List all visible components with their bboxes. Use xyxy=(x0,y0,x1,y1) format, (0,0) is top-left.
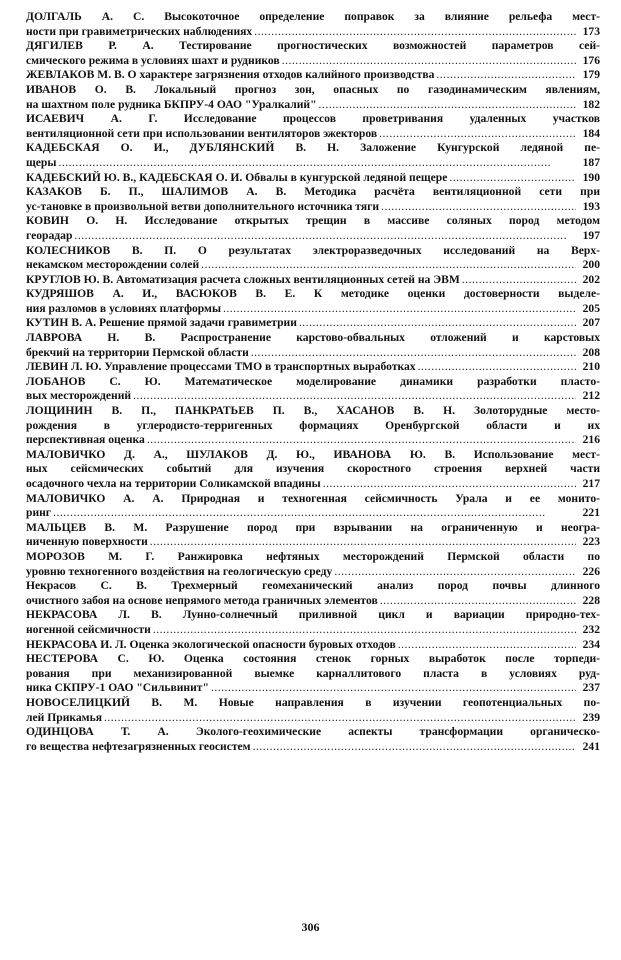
toc-entry xyxy=(26,375,600,404)
toc-page-number: 187 xyxy=(582,155,600,169)
toc-page-number: 239 xyxy=(582,710,600,724)
dot-leader xyxy=(282,54,576,69)
toc-page-number: 207 xyxy=(582,316,600,330)
toc-entry-line: ринг xyxy=(26,506,52,520)
toc-entry xyxy=(26,404,600,448)
toc-entry-line: МАЛОВИЧКО Д. А., ШУЛАКОВ Д. Ю., ИВАНОВА Ю. В. Использование мест- xyxy=(26,447,600,461)
dot-leader xyxy=(147,433,576,448)
toc-entry-line: МОРОЗОВ М. Г. Ранжировка нефтяных месторождений Пермской области по xyxy=(26,549,600,563)
toc-page-number: 200 xyxy=(582,258,600,272)
toc-entry-line: ус-тановке в произвольной ветви дополнительного источника тяги xyxy=(26,199,380,213)
toc-entry-last-line xyxy=(26,273,600,288)
toc-page-number: 221 xyxy=(582,506,600,520)
dot-leader xyxy=(398,638,576,653)
toc-entry-last-line xyxy=(26,740,600,755)
toc-entry-last-line xyxy=(26,565,600,580)
toc-page-number: 205 xyxy=(582,301,600,315)
toc-entry-line: НЕСТЕРОВА С. Ю. Оценка состояния стенок горных выработок после торпеди- xyxy=(26,652,600,666)
toc-page-number: 193 xyxy=(582,199,600,213)
toc-entry xyxy=(26,521,600,550)
toc-page-number: 232 xyxy=(582,622,600,636)
dot-leader xyxy=(251,346,576,361)
toc-entry-last-line xyxy=(26,711,600,726)
toc-entry-line: рования при механизированной выемке карналлитового пласта в условиях руд- xyxy=(26,666,600,680)
toc-entry-last-line xyxy=(26,302,600,317)
toc-entry-last-line xyxy=(26,229,600,244)
toc-entry xyxy=(26,331,600,360)
toc-entry-line: КАЗАКОВ Б. П., ШАЛИМОВ А. В. Методика расчёта вентиляционной сети при xyxy=(26,185,600,199)
toc-entry-line: КАДЕБСКАЯ О. И., ДУБЛЯНСКИЙ В. Н. Заложение Кунгурской ледяной пе- xyxy=(26,141,600,155)
toc-entry xyxy=(26,579,600,608)
toc-entry-last-line xyxy=(26,681,600,696)
toc-entry-line: МАЛОВИЧКО А. А. Природная и техногенная сейсмичность Урала и ее монито- xyxy=(26,491,600,505)
toc-entry xyxy=(26,287,600,316)
toc-entry-line: щеры xyxy=(26,155,57,169)
toc-entry-line: КАДЕБСКИЙ Ю. В., КАДЕБСКАЯ О. И. Обвалы в кунгурской ледяной пещере xyxy=(26,170,448,184)
toc-entry xyxy=(26,652,600,696)
toc-entry-line: ЖЕВЛАКОВ М. В. О характере загрязнения отходов калийного производства xyxy=(26,68,435,82)
toc-entry xyxy=(26,492,600,521)
toc-entry-line: ЛЕВИН Л. Ю. Управление процессами ТМО в транспортных выработках xyxy=(26,360,416,374)
dot-leader xyxy=(104,711,576,726)
toc-entry-last-line xyxy=(26,346,600,361)
dot-leader xyxy=(133,389,576,404)
toc-entry xyxy=(26,112,600,141)
dot-leader xyxy=(211,681,576,696)
toc-entry-line: ния разломов в условиях платформы xyxy=(26,301,222,315)
dot-leader xyxy=(323,477,576,492)
dot-leader xyxy=(150,535,576,550)
toc-entry-line: ности при гравиметрических наблюдениях xyxy=(26,24,253,38)
toc-page-number: 184 xyxy=(582,126,600,140)
toc-entry xyxy=(26,244,600,273)
toc-entry-line: осадочного чехла на территории Соликамской впадины xyxy=(26,477,321,490)
dot-leader xyxy=(58,156,576,171)
dot-leader xyxy=(449,171,576,186)
toc-entry-line: очистного забоя на основе непрямого метода граничных элементов xyxy=(26,593,378,607)
toc-entry xyxy=(26,39,600,68)
toc-entry xyxy=(26,725,600,754)
toc-entry-line: перспективная оценка xyxy=(26,433,145,447)
toc-entry-last-line xyxy=(26,98,600,113)
toc-entry xyxy=(26,448,600,492)
toc-page-number: 217 xyxy=(582,477,600,490)
toc-entry xyxy=(26,141,600,170)
toc-entry-line: некамском месторождении солей xyxy=(26,258,200,272)
toc-entry-last-line xyxy=(26,156,600,171)
toc-entry-line: ЛАВРОВА Н. В. Распространение карстово-обвальных отложений и карстовых xyxy=(26,331,600,345)
toc-entry-last-line xyxy=(26,25,600,40)
toc-entry-last-line xyxy=(26,594,600,609)
toc-page-number: 212 xyxy=(582,389,600,403)
toc-page-number: 241 xyxy=(582,739,600,753)
toc-entry xyxy=(26,316,600,331)
toc-entry xyxy=(26,550,600,579)
toc-entry xyxy=(26,10,600,39)
toc-entry-line: МАЛЬЦЕВ В. М. Разрушение пород при взрывании на ограниченную и неогра- xyxy=(26,520,600,534)
dot-leader xyxy=(254,25,576,40)
dot-leader xyxy=(153,623,576,638)
toc-entry-line: ЛОЩИНИН В. П., ПАНКРАТЬЕВ П. В., ХАСАНОВ В. Н. Золоторудные место- xyxy=(26,404,600,418)
dot-leader xyxy=(319,98,576,113)
toc-page-number: 197 xyxy=(582,228,600,242)
toc-page-number: 182 xyxy=(582,97,600,111)
dot-leader xyxy=(379,127,576,142)
toc-entry-line: уровню техногенного воздействия на геологическую среду xyxy=(26,564,333,578)
toc-entry xyxy=(26,185,600,214)
dot-leader xyxy=(74,229,576,244)
toc-entry-line: ИСАЕВИЧ А. Г. Исследование процессов проветривания удаленных участков xyxy=(26,112,600,126)
toc-entry-line: Некрасов С. В. Трехмерный геомеханический анализ пород почвы длинного xyxy=(26,579,600,593)
toc-entry-line: ДЯГИЛЕВ Р. А. Тестирование прогностических возможностей параметров сей- xyxy=(26,39,600,53)
toc-entry-line: ниченную поверхности xyxy=(26,535,148,549)
toc-entry-line: рождения в углеродисто-терригенных формациях Оренбургской области и их xyxy=(26,418,600,432)
toc-entry-line: КОВИН О. Н. Исследование открытых трещин в массиве соляных пород методом xyxy=(26,214,600,228)
toc-entry xyxy=(26,608,600,637)
toc-entry-last-line xyxy=(26,535,600,550)
toc-entry-line: ных сейсмических событий для изучения скоростного строения верхней части xyxy=(26,462,600,476)
toc-entry-line: ОДИНЦОВА Т. А. Эколого-геохимические аспекты трансформации органическо- xyxy=(26,725,600,739)
toc-page-number: 228 xyxy=(582,593,600,607)
toc-page-number: 176 xyxy=(582,53,600,67)
dot-leader xyxy=(299,316,576,331)
toc-entry-last-line xyxy=(26,68,600,83)
dot-leader xyxy=(334,565,576,580)
toc-entry-last-line xyxy=(26,54,600,69)
toc-page-number: 208 xyxy=(582,345,600,359)
dot-leader xyxy=(201,258,576,273)
toc-entry-last-line xyxy=(26,360,600,375)
toc-entry-line: на шахтном поле рудника БКПРУ-4 ОАО "Уралкалий" xyxy=(26,97,317,111)
toc-entry-last-line xyxy=(26,200,600,215)
toc-entry xyxy=(26,696,600,725)
toc-entry xyxy=(26,273,600,288)
table-of-contents xyxy=(26,10,600,754)
toc-entry-line: КУДРЯШОВ А. И., ВАСЮКОВ В. Е. К методике оценки достоверности выделе- xyxy=(26,287,600,301)
toc-entry xyxy=(26,360,600,375)
toc-entry-line: ДОЛГАЛЬ А. С. Высокоточное определение поправок за влияние рельефа мест- xyxy=(26,10,600,23)
toc-entry-line: вентиляционной сети при использовании вентиляторов эжекторов xyxy=(26,126,378,140)
toc-page-number: 190 xyxy=(582,170,600,184)
toc-page-number: 202 xyxy=(582,272,600,286)
toc-entry xyxy=(26,171,600,186)
toc-entry-last-line xyxy=(26,127,600,142)
toc-entry-last-line xyxy=(26,258,600,273)
toc-entry-last-line xyxy=(26,506,600,521)
page-number: 306 xyxy=(301,920,320,934)
toc-entry xyxy=(26,83,600,112)
dot-leader xyxy=(380,594,576,609)
toc-entry-line: НЕКРАСОВА Л. В. Лунно-солнечный приливной цикл и вариации природно-тех- xyxy=(26,608,600,622)
toc-entry-line: КОЛЕСНИКОВ В. П. О результатах электроразведочных исследований на Верх- xyxy=(26,243,600,257)
toc-entry-last-line xyxy=(26,316,600,331)
toc-entry-last-line xyxy=(26,477,600,492)
toc-entry-line: ЛОБАНОВ С. Ю. Математическое моделирование динамики разработки пласто- xyxy=(26,374,600,388)
toc-page-number: 179 xyxy=(582,68,600,82)
dot-leader xyxy=(53,506,576,521)
toc-page-number: 237 xyxy=(582,681,600,695)
toc-entry-line: лей Прикамья xyxy=(26,710,102,724)
toc-entry-line: георадар xyxy=(26,228,73,242)
toc-entry-last-line xyxy=(26,623,600,638)
toc-entry-last-line xyxy=(26,433,600,448)
dot-leader xyxy=(418,360,576,375)
toc-entry xyxy=(26,214,600,243)
dot-leader xyxy=(381,200,576,215)
toc-entry-line: НОВОСЕЛИЦКИЙ В. М. Новые направления в изучении геопотенциальных по- xyxy=(26,695,600,709)
dot-leader xyxy=(223,302,576,317)
dot-leader xyxy=(462,273,576,288)
toc-entry-last-line xyxy=(26,638,600,653)
toc-entry xyxy=(26,68,600,83)
dot-leader xyxy=(436,68,576,83)
toc-page-number: 210 xyxy=(582,360,600,374)
toc-entry-line: смического режима в условиях шахт и рудников xyxy=(26,53,280,67)
toc-page-number: 216 xyxy=(582,433,600,447)
toc-page-number: 226 xyxy=(582,564,600,578)
toc-entry-line: НЕКРАСОВА И. Л. Оценка экологической опасности буровых отходов xyxy=(26,637,396,651)
toc-entry-line: го вещества нефтезагрязненных геосистем xyxy=(26,739,251,753)
toc-page-number: 234 xyxy=(582,637,600,651)
toc-entry-last-line xyxy=(26,389,600,404)
toc-entry xyxy=(26,638,600,653)
toc-entry-line: ногенной сейсмичности xyxy=(26,622,151,636)
toc-entry-line: КРУГЛОВ Ю. В. Автоматизация расчета сложных вентиляционных сетей на ЭВМ xyxy=(26,272,460,286)
toc-page-number: 223 xyxy=(582,535,600,549)
toc-entry-line: ника СКПРУ-1 ОАО "Сильвинит" xyxy=(26,681,209,695)
dot-leader xyxy=(253,740,576,755)
toc-page-number: 173 xyxy=(582,24,600,38)
toc-entry-line: вых месторождений xyxy=(26,389,132,403)
toc-entry-last-line xyxy=(26,171,600,186)
toc-entry-line: КУТИН В. А. Решение прямой задачи гравиметрии xyxy=(26,316,297,330)
toc-entry-line: ИВАНОВ О. В. Локальный прогноз зон, опасных по газодинамическим явлениям, xyxy=(26,82,600,96)
toc-entry-line: брекчий на территории Пермской области xyxy=(26,345,249,359)
